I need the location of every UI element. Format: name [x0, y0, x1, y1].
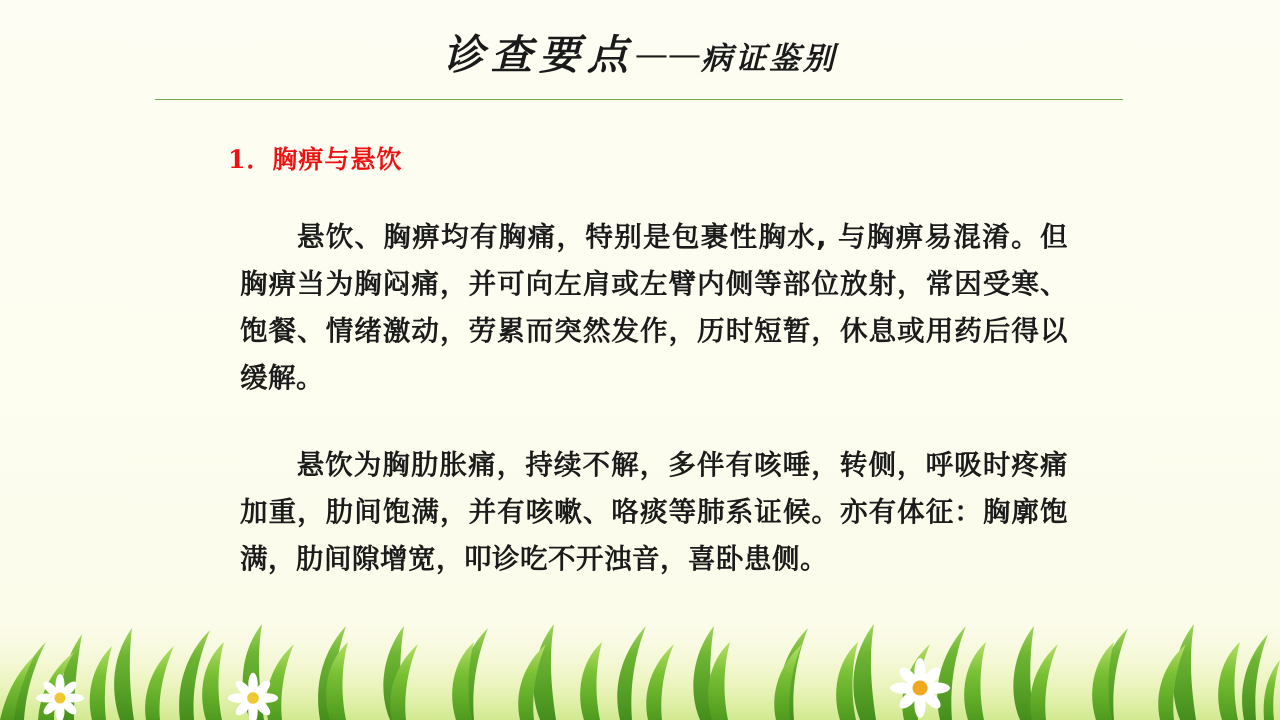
body-paragraph-1-text: 悬饮、胸痹均有胸痛，特别是包裹性胸水, 与胸痹易混淆。但胸痹当为胸闷痛，并可向左肩或左臂内侧等部位放射，常因受寒、饱餐、情绪激动，劳累而突然发作，历时短暂，休息或用药后得以缓解。	[240, 221, 1068, 394]
body-paragraph-1	[240, 214, 1068, 402]
section-heading-number: 1．	[228, 145, 273, 174]
section-heading	[228, 140, 402, 176]
body-paragraph-2	[240, 442, 1068, 583]
title-subtitle-text: 病证鉴别	[701, 41, 837, 77]
section-heading-label: 胸痹与悬饮	[272, 145, 403, 174]
title-dash: ——	[635, 34, 701, 73]
slide-title	[0, 22, 1280, 81]
grass-footer-decoration	[0, 590, 1280, 720]
title-main-text: 诊查要点	[443, 31, 635, 79]
grass-illustration	[0, 590, 1280, 720]
body-paragraph-2-text: 悬饮为胸肋胀痛，持续不解，多伴有咳唾，转侧，呼吸时疼痛加重，肋间饱满，并有咳嗽、咯痰等肺系证候。亦有体征：胸廓饱满，肋间隙增宽，叩诊吃不开浊音，喜卧患侧。	[240, 449, 1068, 575]
title-divider	[155, 99, 1123, 100]
